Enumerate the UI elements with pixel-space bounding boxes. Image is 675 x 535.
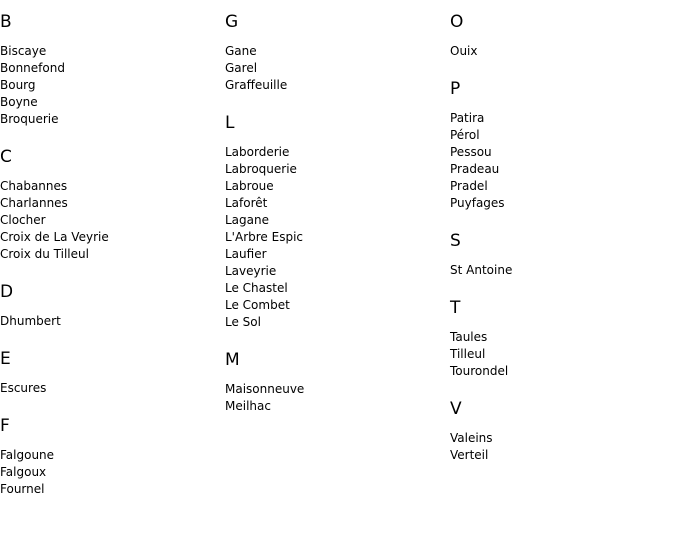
letter-heading: B xyxy=(0,12,12,32)
letter-heading: S xyxy=(450,231,461,251)
letter-heading: D xyxy=(0,282,14,302)
place-link[interactable]: Tourondel xyxy=(450,364,509,378)
place-link[interactable]: Valeins xyxy=(450,431,493,445)
place-link[interactable]: Falgoune xyxy=(0,448,55,462)
place-link[interactable]: Falgoux xyxy=(0,465,47,479)
place-link[interactable]: L'Arbre Espic xyxy=(225,230,303,244)
place-link[interactable]: Bonnefond xyxy=(0,61,65,75)
letter-group xyxy=(450,296,670,380)
letter-heading: F xyxy=(0,416,10,436)
place-link[interactable]: Bourg xyxy=(0,78,36,92)
place-link[interactable]: Labroue xyxy=(225,179,274,193)
place-link[interactable]: Laborderie xyxy=(225,145,290,159)
index-column-2 xyxy=(225,10,445,432)
letter-group xyxy=(225,348,445,415)
letter-group xyxy=(450,77,670,212)
place-link[interactable]: Broquerie xyxy=(0,112,59,126)
place-link[interactable]: Clocher xyxy=(0,213,46,227)
place-link[interactable]: Lagane xyxy=(225,213,269,227)
place-link[interactable]: Taules xyxy=(450,330,488,344)
letter-heading: C xyxy=(0,147,12,167)
place-link[interactable]: Laveyrie xyxy=(225,264,277,278)
letter-heading: G xyxy=(225,12,239,32)
place-link[interactable]: Pradeau xyxy=(450,162,500,176)
letter-heading: T xyxy=(450,298,461,318)
letter-heading: P xyxy=(450,79,461,99)
place-link[interactable]: Maisonneuve xyxy=(225,382,305,396)
place-link[interactable]: Patira xyxy=(450,111,485,125)
place-link[interactable]: Pérol xyxy=(450,128,480,142)
letter-heading: O xyxy=(450,12,464,32)
place-link[interactable]: Pradel xyxy=(450,179,488,193)
place-link[interactable]: Escures xyxy=(0,381,47,395)
place-link[interactable]: Le Chastel xyxy=(225,281,288,295)
letter-group xyxy=(450,10,670,60)
place-link[interactable]: Laforêt xyxy=(225,196,268,210)
place-link[interactable]: Verteil xyxy=(450,448,489,462)
place-link[interactable]: Puyfages xyxy=(450,196,505,210)
place-link[interactable]: St Antoine xyxy=(450,263,513,277)
letter-group xyxy=(450,397,670,464)
letter-heading: V xyxy=(450,399,462,419)
index-column-3 xyxy=(450,10,670,481)
place-link[interactable]: Graffeuille xyxy=(225,78,288,92)
place-link[interactable]: Ouix xyxy=(450,44,478,58)
place-link[interactable]: Meilhac xyxy=(225,399,271,413)
place-link[interactable]: Pessou xyxy=(450,145,492,159)
place-link[interactable]: Fournel xyxy=(0,482,45,496)
place-link[interactable]: Gane xyxy=(225,44,257,58)
letter-heading: M xyxy=(225,350,240,370)
letter-group xyxy=(450,229,670,279)
letter-heading: E xyxy=(0,349,11,369)
place-link[interactable]: Boyne xyxy=(0,95,38,109)
place-link[interactable]: Laufier xyxy=(225,247,267,261)
place-link[interactable]: Croix du Tilleul xyxy=(0,247,89,261)
place-link[interactable]: Dhumbert xyxy=(0,314,61,328)
place-link[interactable]: Chabannes xyxy=(0,179,68,193)
place-link[interactable]: Croix de La Veyrie xyxy=(0,230,109,244)
place-link[interactable]: Garel xyxy=(225,61,258,75)
letter-group xyxy=(0,414,220,498)
letter-group xyxy=(225,10,445,94)
place-link[interactable]: Biscaye xyxy=(0,44,47,58)
letter-group xyxy=(0,280,220,330)
letter-group xyxy=(0,145,220,263)
place-link[interactable]: Charlannes xyxy=(0,196,68,210)
place-link[interactable]: Le Combet xyxy=(225,298,290,312)
index-column-1 xyxy=(0,10,220,515)
place-link[interactable]: Labroquerie xyxy=(225,162,297,176)
letter-group xyxy=(0,10,220,128)
letter-heading: L xyxy=(225,113,235,133)
place-link[interactable]: Le Sol xyxy=(225,315,261,329)
letter-group xyxy=(225,111,445,331)
letter-group xyxy=(0,347,220,397)
place-link[interactable]: Tilleul xyxy=(450,347,486,361)
